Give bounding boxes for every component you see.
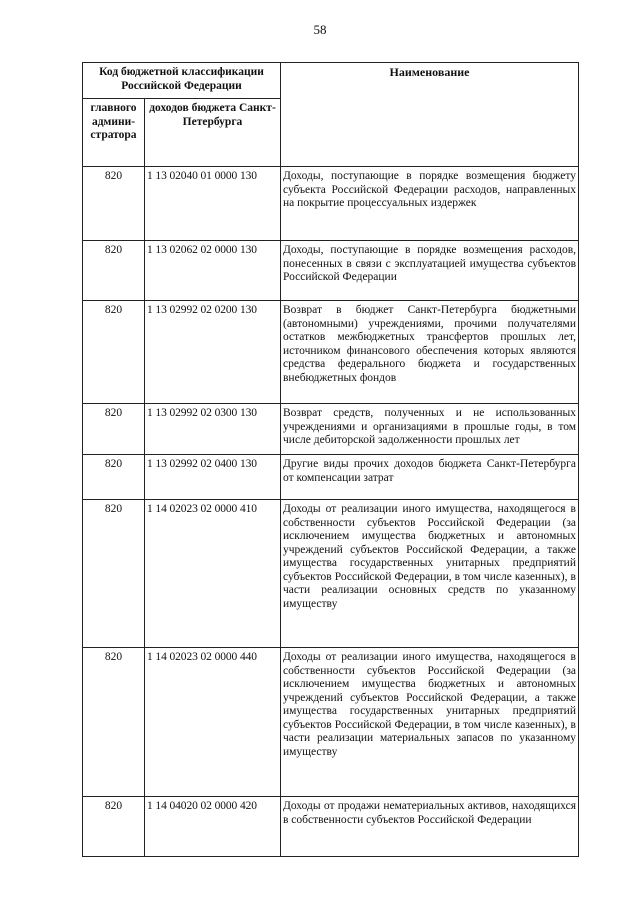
- income-code-cell: 1 13 02992 02 0400 130: [145, 455, 281, 500]
- admin-code-cell: 820: [83, 404, 145, 455]
- description-cell: Возврат средств, полученных и не использованных учреждениями и организациями в прошлые годы, в том числе дебиторской задолженности прошлых лет: [281, 404, 579, 455]
- description-cell: Доходы, поступающие в порядке возмещения расходов, понесенных в связи с эксплуатацией имущества субъектов Российской Федерации: [281, 241, 579, 301]
- admin-code-cell: 820: [83, 648, 145, 797]
- table-row: [83, 500, 579, 648]
- admin-code-cell: 820: [83, 455, 145, 500]
- budget-classification-table: [82, 62, 579, 857]
- description-cell: Другие виды прочих доходов бюджета Санкт-Петербурга от компенсации затрат: [281, 455, 579, 500]
- header-name: Наименование: [281, 63, 579, 167]
- table-row: [83, 167, 579, 241]
- income-code-cell: 1 13 02040 01 0000 130: [145, 167, 281, 241]
- income-code-cell: 1 14 02023 02 0000 410: [145, 500, 281, 648]
- income-code-cell: 1 13 02062 02 0000 130: [145, 241, 281, 301]
- table-row: [83, 455, 579, 500]
- admin-code-cell: 820: [83, 241, 145, 301]
- page-number: 58: [313, 22, 327, 37]
- header-income-code: доходов бюджета Санкт-Петербурга: [145, 99, 281, 167]
- header-admin: главного админи-стратора: [83, 99, 145, 167]
- income-code-cell: 1 13 02992 02 0200 130: [145, 301, 281, 404]
- income-code-cell: 1 14 02023 02 0000 440: [145, 648, 281, 797]
- table-row: [83, 404, 579, 455]
- admin-code-cell: 820: [83, 797, 145, 857]
- table-row: [83, 241, 579, 301]
- table-row: [83, 797, 579, 857]
- description-cell: Доходы, поступающие в порядке возмещения бюджету субъекта Российской Федерации расходов, направленных на покрытие процессуальных издержек: [281, 167, 579, 241]
- header-classification-code: Код бюджетной классификации Российской Федерации: [83, 63, 281, 99]
- description-cell: Доходы от реализации иного имущества, находящегося в собственности субъектов Российской Федерации (за исключением имущества бюджетных и автономных учреждений субъектов Российской Федерации, а также имущества государственных унитарных предприятий субъектов Российской Федерации, в том числе казенных), в части реализации основных средств по указанному имуществу: [281, 500, 579, 648]
- income-code-cell: 1 14 04020 02 0000 420: [145, 797, 281, 857]
- description-cell: Доходы от реализации иного имущества, находящегося в собственности субъектов Российской Федерации (за исключением имущества бюджетных и автономных учреждений субъектов Российской Федерации, а также имущества государственных унитарных предприятий субъектов Российской Федерации, в том числе казенных), в части реализации материальных запасов по указанному имуществу: [281, 648, 579, 797]
- income-code-cell: 1 13 02992 02 0300 130: [145, 404, 281, 455]
- admin-code-cell: 820: [83, 167, 145, 241]
- description-cell: Возврат в бюджет Санкт-Петербурга бюджетными (автономными) учреждениями, прочими получателями остатков межбюджетных трансфертов прошлых лет, источником финансового обеспечения которых являются средства федерального бюджета и государственных внебюджетных фондов: [281, 301, 579, 404]
- admin-code-cell: 820: [83, 301, 145, 404]
- description-cell: Доходы от продажи нематериальных активов, находящихся в собственности субъектов Российской Федерации: [281, 797, 579, 857]
- admin-code-cell: 820: [83, 500, 145, 648]
- table-row: [83, 648, 579, 797]
- table-row: [83, 301, 579, 404]
